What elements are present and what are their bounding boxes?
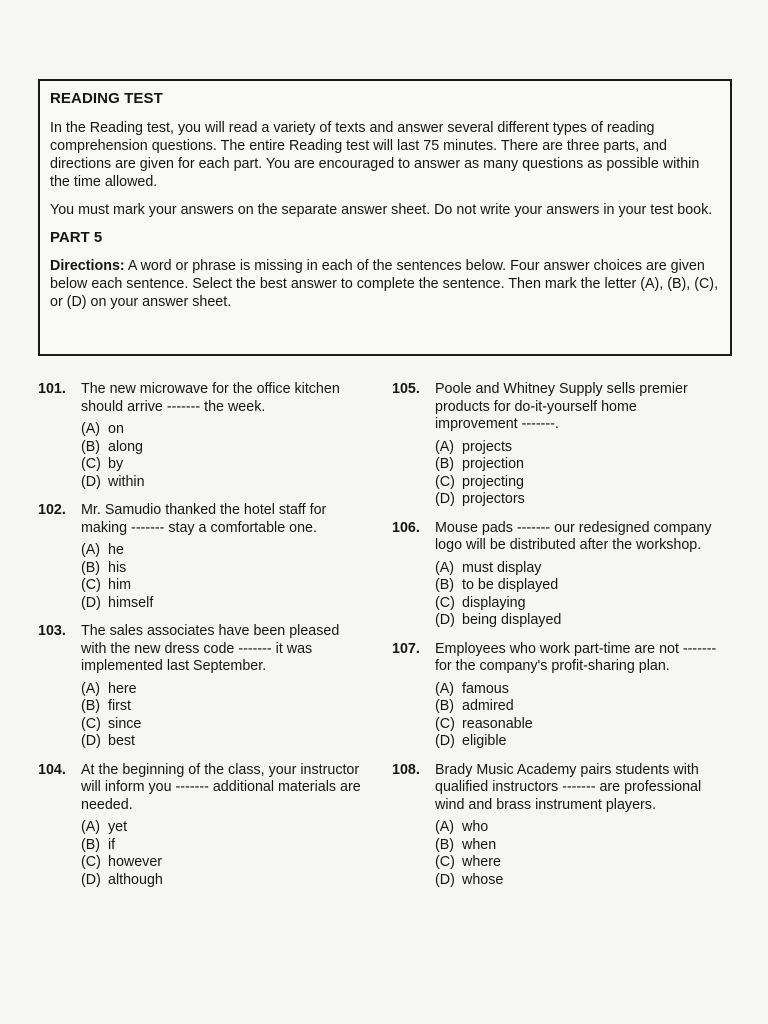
question-text: Mouse pads ------- our redesigned company logo will be distributed after the workshop. bbox=[435, 519, 712, 553]
answer-option bbox=[435, 854, 722, 872]
answer-option bbox=[435, 577, 722, 595]
question-item bbox=[392, 641, 722, 751]
question-number: 106. bbox=[392, 519, 420, 536]
option-letter: (B) bbox=[81, 836, 101, 853]
answer-options bbox=[81, 421, 368, 491]
option-letter: (C) bbox=[81, 456, 101, 472]
answer-options bbox=[435, 560, 722, 630]
answer-option bbox=[81, 837, 368, 855]
answer-option bbox=[435, 819, 722, 837]
option-text: projectors bbox=[462, 491, 525, 507]
answer-option bbox=[81, 698, 368, 716]
option-text: to be displayed bbox=[462, 577, 559, 593]
answer-option bbox=[81, 577, 368, 595]
answer-option bbox=[435, 872, 722, 890]
question-number: 104. bbox=[38, 761, 66, 778]
answer-option bbox=[81, 421, 368, 439]
option-text: if bbox=[108, 836, 116, 853]
question-text: The sales associates have been pleased with the new dress code ------- it was implemented last September. bbox=[81, 623, 340, 674]
questions-column-right bbox=[392, 381, 722, 900]
option-text: best bbox=[108, 733, 136, 749]
answer-option bbox=[435, 612, 722, 630]
question-text: Mr. Samudio thanked the hotel staff for making ------- stay a comfortable one. bbox=[81, 502, 327, 536]
answer-option bbox=[435, 733, 722, 751]
option-text: however bbox=[108, 854, 163, 870]
option-letter: (D) bbox=[81, 733, 101, 749]
part-heading: PART 5 bbox=[50, 229, 103, 246]
section-title: READING TEST bbox=[50, 90, 163, 107]
directions-text: A word or phrase is missing in each of the sentences below. Four answer choices are given below each sentence. Select the best answer to complete the sentence. Then mark the letter (A), (B), (C), or (D) on your answer sheet. bbox=[50, 258, 719, 310]
answer-option bbox=[435, 716, 722, 734]
option-letter: (C) bbox=[435, 473, 455, 490]
answer-options bbox=[81, 542, 368, 612]
option-text: projecting bbox=[462, 473, 524, 490]
question-item bbox=[392, 381, 722, 509]
option-letter: (D) bbox=[81, 473, 101, 490]
option-text: displaying bbox=[462, 594, 526, 611]
option-text: reasonable bbox=[462, 715, 533, 732]
answer-option bbox=[435, 456, 722, 474]
option-letter: (B) bbox=[81, 559, 101, 576]
answer-option bbox=[81, 595, 368, 613]
option-text: projects bbox=[462, 438, 513, 455]
answer-option bbox=[435, 595, 722, 613]
option-text: first bbox=[108, 698, 132, 714]
option-letter: (B) bbox=[435, 456, 455, 472]
option-letter: (B) bbox=[81, 698, 101, 714]
question-number: 103. bbox=[38, 623, 66, 639]
question-item bbox=[38, 762, 368, 890]
option-text: although bbox=[108, 871, 163, 888]
question-item bbox=[392, 762, 722, 890]
answer-option bbox=[435, 681, 722, 699]
option-letter: (C) bbox=[435, 594, 455, 611]
intro-paragraph-1: In the Reading test, you will read a variety of texts and answer several different types of reading comprehension questions. The entire Reading test will last 75 minutes. There are three parts, and directions are given for each part. You are encouraged to answer as many questions as possible within the time allowed. bbox=[50, 120, 700, 190]
answer-option bbox=[81, 474, 368, 492]
option-letter: (A) bbox=[81, 421, 101, 437]
answer-option bbox=[81, 819, 368, 837]
option-text: being displayed bbox=[462, 612, 562, 628]
question-text: The new microwave for the office kitchen should arrive ------- the week. bbox=[81, 381, 340, 415]
option-text: since bbox=[108, 715, 142, 732]
option-letter: (B) bbox=[435, 698, 455, 714]
option-letter: (D) bbox=[81, 594, 101, 611]
question-item bbox=[38, 623, 368, 751]
option-text: here bbox=[108, 680, 137, 697]
question-item bbox=[392, 520, 722, 630]
option-text: where bbox=[462, 854, 501, 870]
answer-option bbox=[81, 854, 368, 872]
questions-column-left bbox=[38, 381, 368, 900]
question-number: 102. bbox=[38, 502, 66, 518]
answer-option bbox=[81, 681, 368, 699]
option-text: him bbox=[108, 577, 132, 593]
answer-options bbox=[435, 819, 722, 889]
question-text: At the beginning of the class, your instructor will inform you ------- additional materials are needed. bbox=[81, 761, 361, 813]
directions-paragraph bbox=[50, 257, 720, 311]
question-text: Poole and Whitney Supply sells premier products for do-it-yourself home improvement -------. bbox=[435, 381, 688, 432]
question-number: 101. bbox=[38, 381, 66, 397]
answer-option bbox=[81, 439, 368, 457]
question-number: 107. bbox=[392, 640, 420, 657]
option-letter: (A) bbox=[435, 559, 455, 576]
answer-option bbox=[81, 456, 368, 474]
option-letter: (C) bbox=[81, 715, 101, 732]
option-text: he bbox=[108, 542, 124, 558]
answer-option bbox=[435, 560, 722, 578]
answer-options bbox=[435, 439, 722, 509]
answer-option bbox=[435, 439, 722, 457]
option-text: admired bbox=[462, 698, 514, 714]
option-text: projection bbox=[462, 456, 524, 472]
question-number: 105. bbox=[392, 381, 420, 397]
answer-option bbox=[81, 872, 368, 890]
option-text: along bbox=[108, 438, 143, 455]
question-item bbox=[38, 381, 368, 491]
option-text: famous bbox=[462, 680, 509, 697]
option-letter: (A) bbox=[435, 438, 455, 455]
option-text: himself bbox=[108, 594, 154, 611]
option-text: who bbox=[462, 819, 489, 835]
option-letter: (D) bbox=[435, 871, 455, 888]
option-letter: (A) bbox=[81, 542, 101, 558]
option-letter: (C) bbox=[435, 715, 455, 732]
answer-option bbox=[435, 491, 722, 509]
option-letter: (C) bbox=[81, 854, 101, 870]
directions-label: Directions: bbox=[50, 258, 125, 274]
option-letter: (A) bbox=[81, 819, 101, 835]
option-text: when bbox=[462, 836, 497, 853]
option-text: on bbox=[108, 421, 124, 437]
option-text: eligible bbox=[462, 733, 507, 749]
option-text: by bbox=[108, 456, 124, 472]
answer-options bbox=[81, 681, 368, 751]
option-letter: (B) bbox=[435, 577, 455, 593]
answer-option bbox=[435, 698, 722, 716]
option-text: whose bbox=[462, 871, 504, 888]
answer-option bbox=[435, 837, 722, 855]
answer-options bbox=[81, 819, 368, 889]
answer-option bbox=[81, 716, 368, 734]
question-item bbox=[38, 502, 368, 612]
option-letter: (A) bbox=[435, 819, 455, 835]
instructions-box bbox=[38, 79, 732, 356]
option-letter: (D) bbox=[435, 491, 455, 507]
option-letter: (B) bbox=[81, 438, 101, 455]
option-letter: (A) bbox=[435, 680, 455, 697]
option-text: his bbox=[108, 559, 127, 576]
option-letter: (D) bbox=[81, 871, 101, 888]
option-text: yet bbox=[108, 819, 128, 835]
option-text: within bbox=[108, 473, 145, 490]
option-letter: (B) bbox=[435, 836, 455, 853]
option-letter: (C) bbox=[435, 854, 455, 870]
answer-option bbox=[81, 733, 368, 751]
question-text: Employees who work part-time are not ------- for the company's profit-sharing plan. bbox=[435, 640, 717, 674]
question-number: 108. bbox=[392, 761, 420, 778]
option-letter: (D) bbox=[435, 612, 455, 628]
option-letter: (D) bbox=[435, 733, 455, 749]
answer-option bbox=[435, 474, 722, 492]
option-text: must display bbox=[462, 559, 542, 576]
question-text: Brady Music Academy pairs students with qualified instructors ------- are professional wind and brass instrument players. bbox=[435, 761, 702, 813]
answer-option bbox=[81, 542, 368, 560]
answer-option bbox=[81, 560, 368, 578]
option-letter: (A) bbox=[81, 680, 101, 697]
intro-paragraph-2: You must mark your answers on the separate answer sheet. Do not write your answers in your test book. bbox=[50, 202, 713, 218]
option-letter: (C) bbox=[81, 577, 101, 593]
answer-options bbox=[435, 681, 722, 751]
